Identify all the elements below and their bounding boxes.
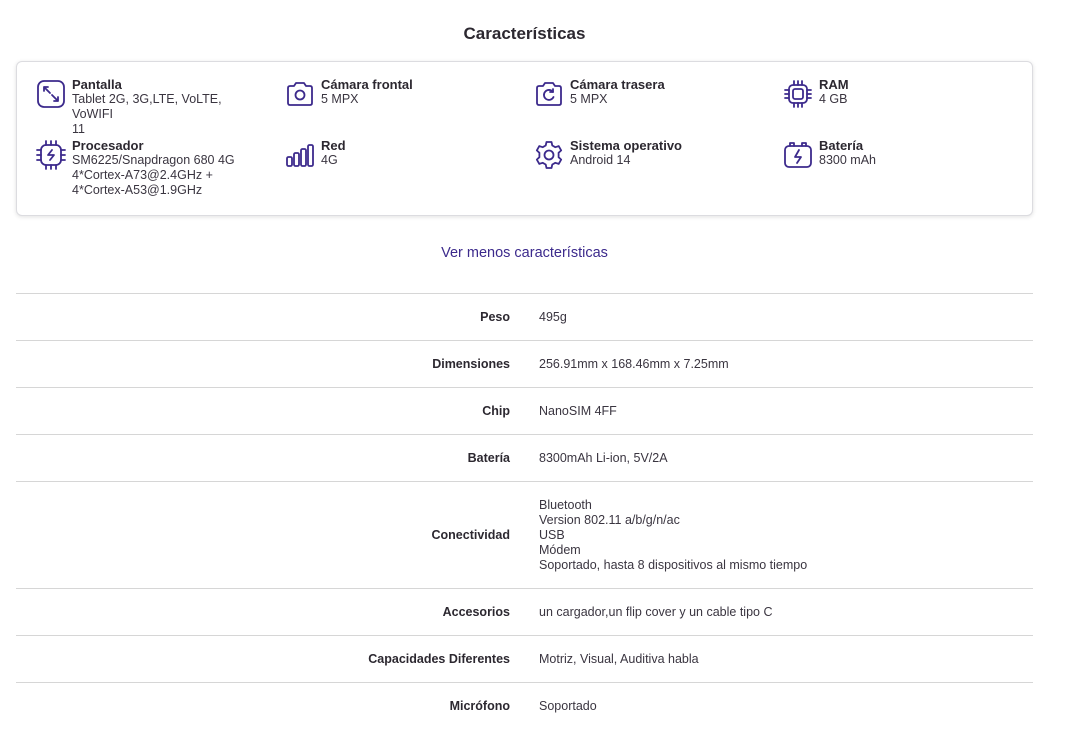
feature-title: Cámara trasera — [570, 77, 665, 92]
screen-expand-icon — [35, 78, 67, 110]
camera-rotate-icon — [533, 78, 565, 110]
feature-ram — [782, 77, 1012, 110]
spec-label: Dimensiones — [432, 357, 510, 371]
spec-label: Conectividad — [431, 528, 510, 542]
feature-value: 5 MPX — [570, 92, 608, 106]
chip-icon — [782, 78, 814, 110]
feature-bateria — [782, 138, 1012, 171]
spec-value — [539, 357, 729, 372]
feature-value: 4*Cortex-A53@1.9GHz — [72, 183, 203, 197]
feature-title: Procesador — [72, 138, 144, 153]
spec-label: Peso — [480, 310, 510, 324]
feature-value: 4*Cortex-A73@2.4GHz + — [72, 168, 213, 182]
spec-label: Capacidades Diferentes — [368, 652, 510, 666]
spec-value-line: USB — [539, 527, 565, 542]
signal-bars-icon — [284, 139, 316, 171]
specs-table — [16, 293, 1033, 729]
camera-icon — [284, 78, 316, 110]
spec-value — [539, 652, 699, 667]
spec-row-capacidades-diferentes — [16, 635, 1033, 682]
see-less-features-link[interactable]: Ver menos características — [441, 245, 608, 261]
spec-row-microfono — [16, 682, 1033, 729]
spec-value-line: Soportado — [539, 698, 597, 713]
spec-row-dimensiones — [16, 340, 1033, 387]
feature-value: 8300 mAh — [819, 153, 876, 167]
feature-red — [284, 138, 514, 171]
spec-value-line: Soportado, hasta 8 dispositivos al mismo tiempo — [539, 557, 808, 572]
spec-value — [539, 498, 807, 573]
spec-value-line: NanoSIM 4FF — [539, 403, 617, 418]
spec-value — [539, 451, 668, 466]
feature-title: Pantalla — [72, 77, 122, 92]
spec-row-peso — [16, 293, 1033, 340]
spec-row-bateria — [16, 434, 1033, 481]
feature-value: 4 GB — [819, 92, 848, 106]
feature-sistema-operativo — [533, 138, 763, 171]
feature-procesador — [35, 138, 265, 198]
processor-icon — [35, 139, 67, 171]
feature-value: 5 MPX — [321, 92, 359, 106]
spec-value-line: Módem — [539, 542, 581, 557]
feature-value: 11 — [72, 122, 85, 136]
spec-value — [539, 310, 567, 325]
spec-label: Micrófono — [449, 699, 510, 713]
feature-camara-trasera — [533, 77, 763, 110]
feature-value: Android 14 — [570, 153, 631, 167]
spec-row-chip — [16, 387, 1033, 434]
spec-label: Chip — [482, 404, 510, 418]
feature-camara-frontal — [284, 77, 514, 110]
spec-label: Batería — [467, 451, 510, 465]
feature-value: Tablet 2G, 3G,LTE, VoLTE, VoWIFI — [72, 92, 222, 121]
spec-value-line: Version 802.11 a/b/g/n/ac — [539, 512, 680, 527]
spec-row-conectividad — [16, 481, 1033, 588]
feature-title: Batería — [819, 138, 864, 153]
spec-value-line: un cargador,un flip cover y un cable tipo C — [539, 604, 773, 619]
spec-value-line: Bluetooth — [539, 497, 592, 512]
battery-charging-icon — [782, 139, 814, 171]
spec-value-line: 8300mAh Li-ion, 5V/2A — [539, 450, 668, 465]
spec-value — [539, 605, 772, 620]
spec-label: Accesorios — [442, 605, 510, 619]
feature-title: Cámara frontal — [321, 77, 413, 92]
feature-title: RAM — [819, 77, 849, 92]
spec-value-line: 256.91mm x 168.46mm x 7.25mm — [539, 356, 729, 371]
feature-title: Red — [321, 138, 346, 153]
section-title: Características — [463, 24, 586, 43]
settings-gear-icon — [533, 139, 565, 171]
feature-title: Sistema operativo — [570, 138, 682, 153]
spec-value — [539, 699, 597, 714]
feature-value: SM6225/Snapdragon 680 4G — [72, 153, 235, 167]
features-card — [16, 61, 1033, 216]
spec-value-line: 495g — [539, 309, 567, 324]
spec-value-line: Motriz, Visual, Auditiva habla — [539, 651, 699, 666]
spec-value — [539, 404, 617, 419]
spec-row-accesorios — [16, 588, 1033, 635]
feature-pantalla — [35, 77, 265, 137]
feature-value: 4G — [321, 153, 338, 167]
